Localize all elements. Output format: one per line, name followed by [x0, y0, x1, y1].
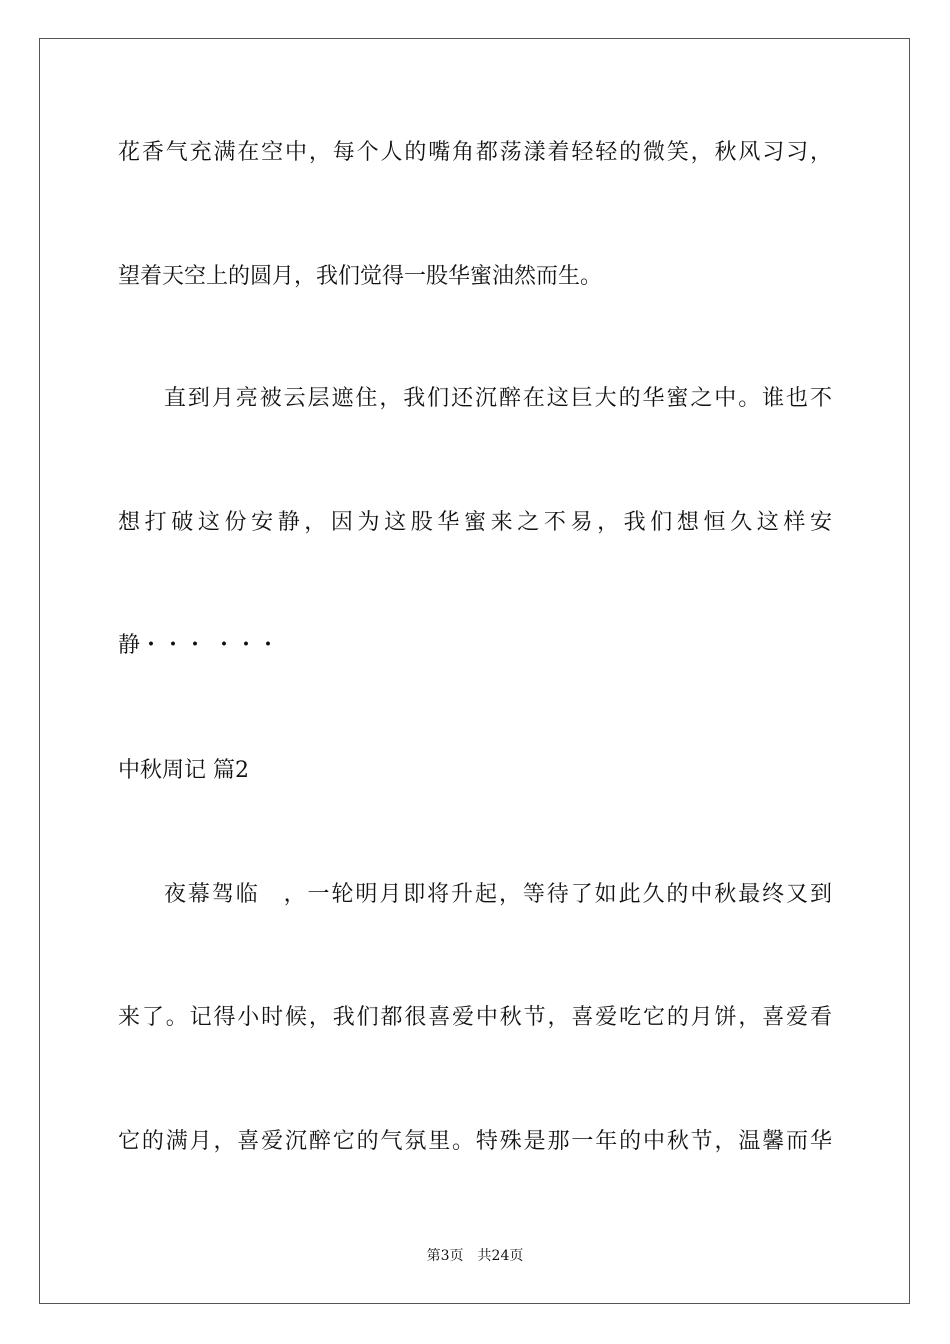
text-line-4: 想打破这份安静，因为这股华蜜来之不易，我们想恒久这样安: [118, 510, 832, 535]
text-line-6: 夜幕驾临 ，一轮明月即将升起，等待了如此久的中秋最终又到: [164, 882, 832, 907]
text-line-8: 它的满月，喜爱沉醉它的气氛里。特殊是那一年的中秋节，温馨而华: [118, 1129, 832, 1154]
text-line-5: 静・・・ ・・・: [118, 633, 279, 658]
text-line-3: 直到月亮被云层遮住，我们还沉醉在这巨大的华蜜之中。谁也不: [164, 386, 832, 411]
text-line-1: 花香气充满在空中，每个人的嘴角都荡漾着轻轻的微笑，秋风习习，: [118, 140, 832, 165]
text-line-7: 来了。记得小时候，我们都很喜爱中秋节，喜爱吃它的月饼，喜爱看: [118, 1005, 832, 1030]
text-line-2: 望着天空上的圆月，我们觉得一股华蜜油然而生。: [118, 264, 603, 289]
page-border: [39, 38, 910, 1304]
section-heading: 中秋周记 篇2: [118, 758, 249, 783]
page-number-footer: 第3页 共24页: [426, 1248, 524, 1264]
